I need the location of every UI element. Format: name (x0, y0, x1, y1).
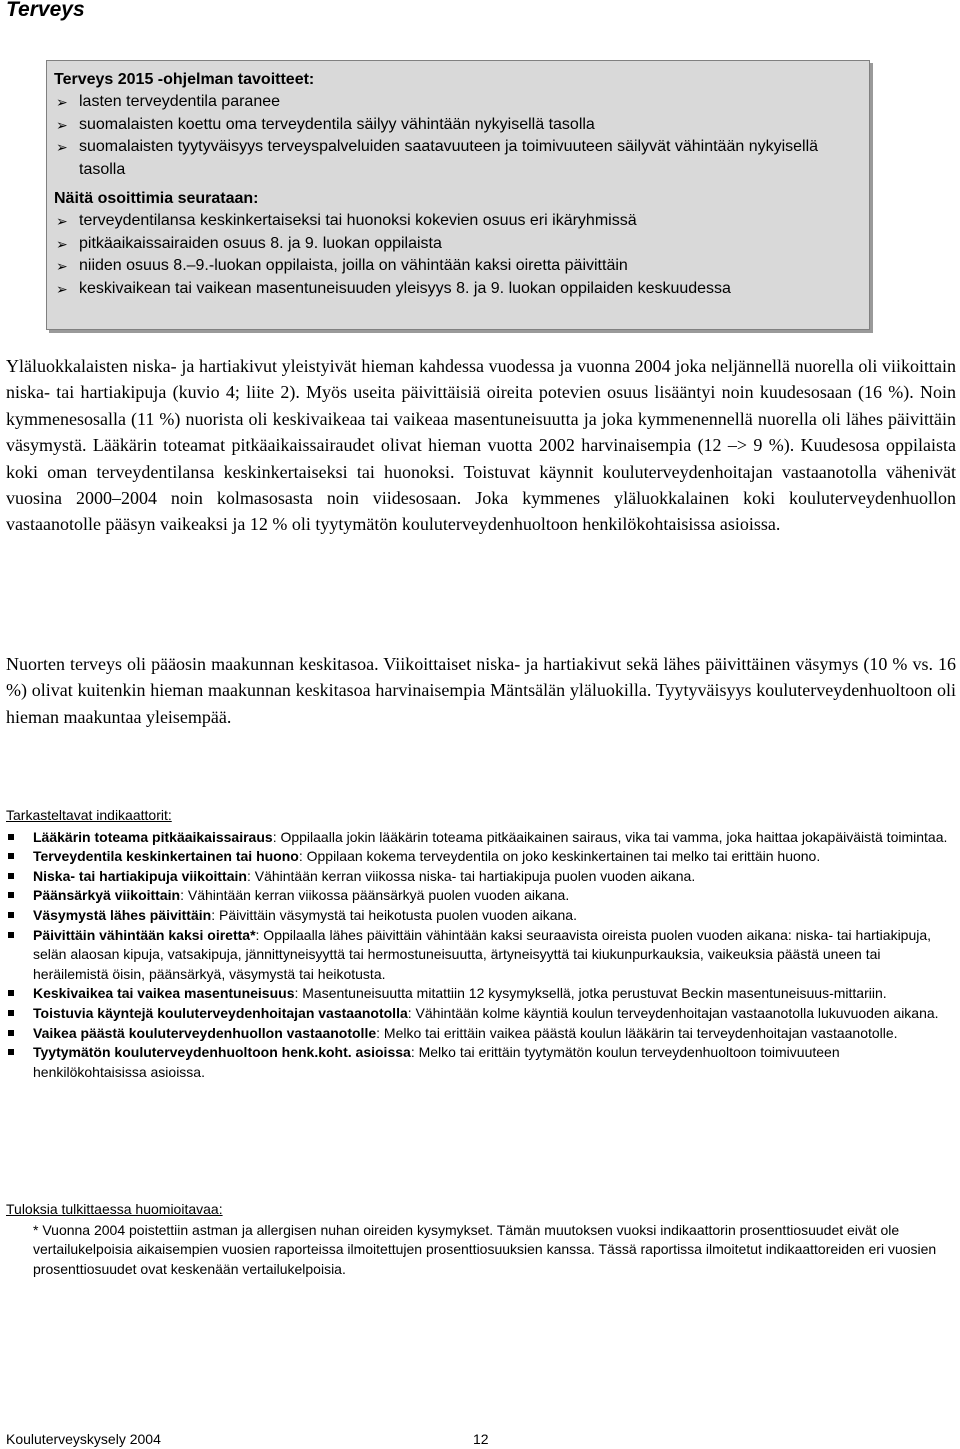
page-title: Terveys (6, 0, 85, 21)
arrow-bullet-icon: ➢ (56, 94, 68, 111)
square-bullet-icon (8, 1030, 14, 1036)
indicators-section-title: Tarkasteltavat indikaattorit: (6, 807, 172, 823)
arrow-bullet-icon: ➢ (56, 139, 68, 156)
arrow-bullet-icon: ➢ (56, 258, 68, 275)
square-bullet-icon (8, 873, 14, 879)
list-item: ➢ suomalaisten tyytyväisyys terveyspalveluiden saatavuuteen ja toimivuuteen säilyvät vähintään nykyisellä tasolla (56, 138, 819, 178)
list-item: ➢ keskivaikean tai vaikean masentuneisuuden yleisyys 8. ja 9. luokan oppilaiden keskuudessa (54, 278, 859, 300)
list-item: ➢ niiden osuus 8.–9.-luokan oppilaista, joilla on vähintään kaksi oiretta päivittäin (54, 255, 859, 277)
arrow-bullet-icon: ➢ (56, 235, 68, 252)
list-item: Toistuvia käyntejä kouluterveydenhoitajan vastaanotolla: Vähintään kolme käyntiä koulun terveydenhoitajan vastaanotolla lukuvuoden aikana. (6, 1004, 956, 1024)
square-bullet-icon (8, 1010, 14, 1016)
arrow-bullet-icon: ➢ (56, 280, 68, 297)
goals-list (54, 91, 859, 181)
square-bullet-icon (8, 990, 14, 996)
list-item: Vaikea päästä kouluterveydenhuollon vastaanotolle: Melko tai erittäin vaikea päästä koulun lääkärin tai terveydenhoitajan vastaanotolle. (6, 1024, 956, 1044)
body-paragraph-2: Nuorten terveys oli pääosin maakunnan keskitasoa. Viikoittaiset niska- ja hartiakivut sekä lähes päivittäinen väsymys (10 % vs. 16 %) olivat kuitenkin hieman maakunnan keskitasoa harvinaisempia Mäntsälän yläluokilla. Tyytyväisyys kouluterveydenhuoltoon oli hieman maakuntaa yleisempää. (6, 654, 956, 727)
square-bullet-icon (8, 912, 14, 918)
list-item: ➢ pitkäaikaissairaiden osuus 8. ja 9. luokan oppilaista (54, 233, 859, 255)
square-bullet-icon (8, 1049, 14, 1055)
notes-text: * Vuonna 2004 poistettiin astman ja allergisen nuhan oireiden kysymykset. Tämän muutoksen vuoksi indikaattorin prosenttiosuudet eivät ole vertailukelpoisia aikaisempien vuosien raporteissa ilmoitettujen prosenttiosuuksien kanssa. Tässä raportissa ilmoitetut indikaattoreiden eri vuosien prosenttiosuudet ovat keskenään vertailukelpoisia. (33, 1221, 937, 1277)
list-item: ➢ terveydentilansa keskinkertaiseksi tai huonoksi kokevien osuus eri ikäryhmissä (54, 210, 859, 232)
page-number: 12 (473, 1431, 489, 1447)
footer-source: Kouluterveyskysely 2004 (6, 1431, 161, 1447)
arrow-bullet-icon: ➢ (56, 116, 68, 133)
list-item: Päivittäin vähintään kaksi oiretta*: Oppilaalla lähes päivittäin vähintään kaksi seuraavista oireista puolen vuoden aikana: niska- tai hartiakipuja, selän alaosan kipuja, vatsakipuja, jännittyneisyyttä tai hermostuneisuutta, ärtyneisyyttä tai kiukunpurkauksia, vaikeuksia päästä uneen tai heräilemistä öisin, päänsärkyä, väsymystä tai heikotusta. (6, 926, 956, 985)
notes-title: Tuloksia tulkittaessa huomioitavaa: (6, 1201, 223, 1217)
list-item: Lääkärin toteama pitkäaikaissairaus: Oppilaalla jokin lääkärin toteama pitkäaikainen sairaus, vika tai vamma, joka haittaa jokapäiväistä toimintaa. (6, 828, 956, 848)
list-item: Niska- tai hartiakipuja viikoittain: Vähintään kerran viikossa niska- tai hartiakipuja puolen vuoden aikana. (6, 867, 956, 887)
notes-section (6, 1200, 956, 1279)
list-item: Terveydentila keskinkertainen tai huono: Oppilaan kokema terveydentila on joko keskinkertainen tai melko tai erittäin huono. (6, 847, 956, 867)
indicators-heading: Näitä osoittimia seurataan: (54, 190, 259, 208)
list-item: Tyytymätön kouluterveydenhuoltoon henk.koht. asioissa: Melko tai erittäin tyytymätön koulun terveydenhuoltoon toimivuuteen henkilökohtaisissa asioissa. (6, 1043, 956, 1082)
goals-box (46, 60, 870, 330)
square-bullet-icon (8, 892, 14, 898)
list-item: Päänsärkyä viikoittain: Vähintään kerran viikossa päänsärkyä puolen vuoden aikana. (6, 886, 956, 906)
indicator-definitions-list (6, 828, 956, 1083)
body-paragraph-1: Yläluokkalaisten niska- ja hartiakivut yleistyivät hieman kahdessa vuodessa ja vuonna 2004 joka neljännellä nuorella oli viikoittain niska- tai hartiakipuja (kuvio 4; liite 2). Myös useita päivittäisiä oireita potevien osuus lisääntyi noin kuudesosaan (16 %). Noin kymmenesosalla (11 %) nuorista oli keskivaikeaa tai vaikeaa masentuneisuutta ja joka kymmenennellä nuorella oli lähes päivittäin väsymystä. Lääkärin toteamat pitkäaikaissairaudet olivat hieman vuotta 2002 harvinaisempia (12 –> 9 %). Kuudesosa oppilaista koki oman terveydentilansa keskinkertaiseksi tai huonoksi. Toistuvat käynnit kouluterveydenhoitajan vastaanotolla vähenivät vuosina 2000–2004 noin kolmasosasta noin viidesosaan. Joka kymmenes yläluokkalainen koki kouluterveydenhuollon vastaanotolle pääsyn vaikeaksi ja 12 % oli tyytymätön kouluterveydenhuoltoon henkilökohtaisissa asioissa. (6, 356, 956, 535)
arrow-bullet-icon: ➢ (56, 213, 68, 230)
indicators-section (6, 806, 956, 1082)
monitored-indicators-list (54, 210, 859, 300)
list-item: Väsymystä lähes päivittäin: Päivittäin väsymystä tai heikotusta puolen vuoden aikana. (6, 906, 956, 926)
list-item: ➢ lasten terveydentila paranee (54, 91, 859, 113)
goals-heading: Terveys 2015 -ohjelman tavoitteet: (54, 71, 315, 88)
square-bullet-icon (8, 853, 14, 859)
square-bullet-icon (8, 834, 14, 840)
list-item: ➢ suomalaisten koettu oma terveydentila säilyy vähintään nykyisellä tasolla (54, 114, 859, 136)
square-bullet-icon (8, 932, 14, 938)
list-item: Keskivaikea tai vaikea masentuneisuus: Masentuneisuutta mitattiin 12 kysymyksellä, jotka perustuvat Beckin masentuneisuus-mittariin. (6, 984, 956, 1004)
